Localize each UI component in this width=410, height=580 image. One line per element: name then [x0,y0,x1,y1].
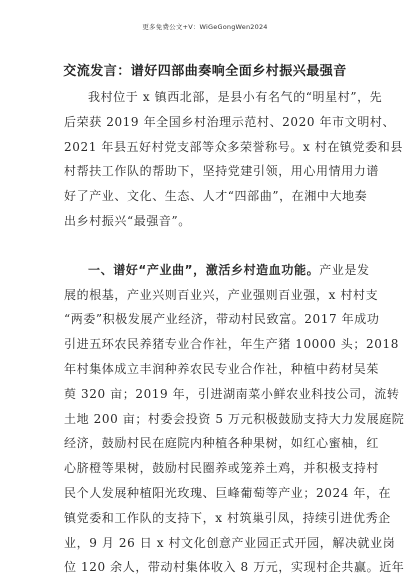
text-line: 镇党委和工作队的支持下，x 村筑巢引凤，持续引进优秀企 [64,510,391,525]
text-line: 萸 320 亩；2019 年，引进湖南菜小鲜农业科技公司，流转 [64,386,400,401]
text-line: 引进五环农民养猪专业合作社，年生产猪 10000 头；2018 [64,337,399,352]
document-title: 交流发言：谱好四部曲奏响全面乡村振兴最强音 [63,64,347,79]
text-line: 我村位于 x 镇西北部，是县小有名气的“明星村”，先 [88,90,383,104]
text-line: 年村集体成立丰润种养农民专业合作社，种植中药材吴茱 [64,361,380,376]
text-line: “两委”积极发展产业经济，带动村民致富。2017 年成功 [64,312,380,327]
text-line: 民个人发展种植阳光玫瑰、巨峰葡萄等产业；2024 年，在 [64,485,392,500]
paragraph-gap [64,234,364,258]
section-industry [64,258,405,580]
text-line: 经济，鼓励村民在庭院内种植各种果树，如红心蜜柚，红 [64,436,380,451]
text-line: 业，9 月 26 日 x 村文化创意产业园正式开园，解决就业岗 [64,535,396,550]
section-first-line-rest: 产业是发 [319,262,370,277]
text-line: 好了产业、文化、生态、人才“四部曲”，在湘中大地奏 [64,189,368,204]
section-first-line [64,258,370,283]
text-line: 村帮扶工作队的帮助下，坚持党建引领，用心用情用力谱 [64,164,380,179]
document-body [64,85,405,580]
text-line: 心脐橙等果树，鼓励村民圈养或笼养土鸡，并积极支持村 [64,461,380,476]
text-line: 展的根基，产业兴则百业兴，产业强则百业强，x 村村支 [64,287,379,302]
section-heading: 一、谱好“产业曲”，激活乡村造血功能。 [88,262,320,277]
paragraph-intro [64,85,403,234]
text-line: 后荣获 2019 年全国乡村治理示范村、2020 年市文明村、 [64,114,396,129]
text-line: 位 120 余人，带动村集体收入 8 万元，实现村企共赢。近年 [64,560,405,575]
text-line: 出乡村振兴“最强音”。 [64,213,191,228]
header-watermark: 更多免费公文+V：WiGeGongWen2024 [142,23,268,31]
text-line: 2021 年县五好村党支部等众多荣誉称号。x 村在镇党委和县 [64,139,403,154]
text-line: 土地 200 亩；村委会投资 5 万元积极鼓励支持大力发展庭院 [64,411,405,426]
